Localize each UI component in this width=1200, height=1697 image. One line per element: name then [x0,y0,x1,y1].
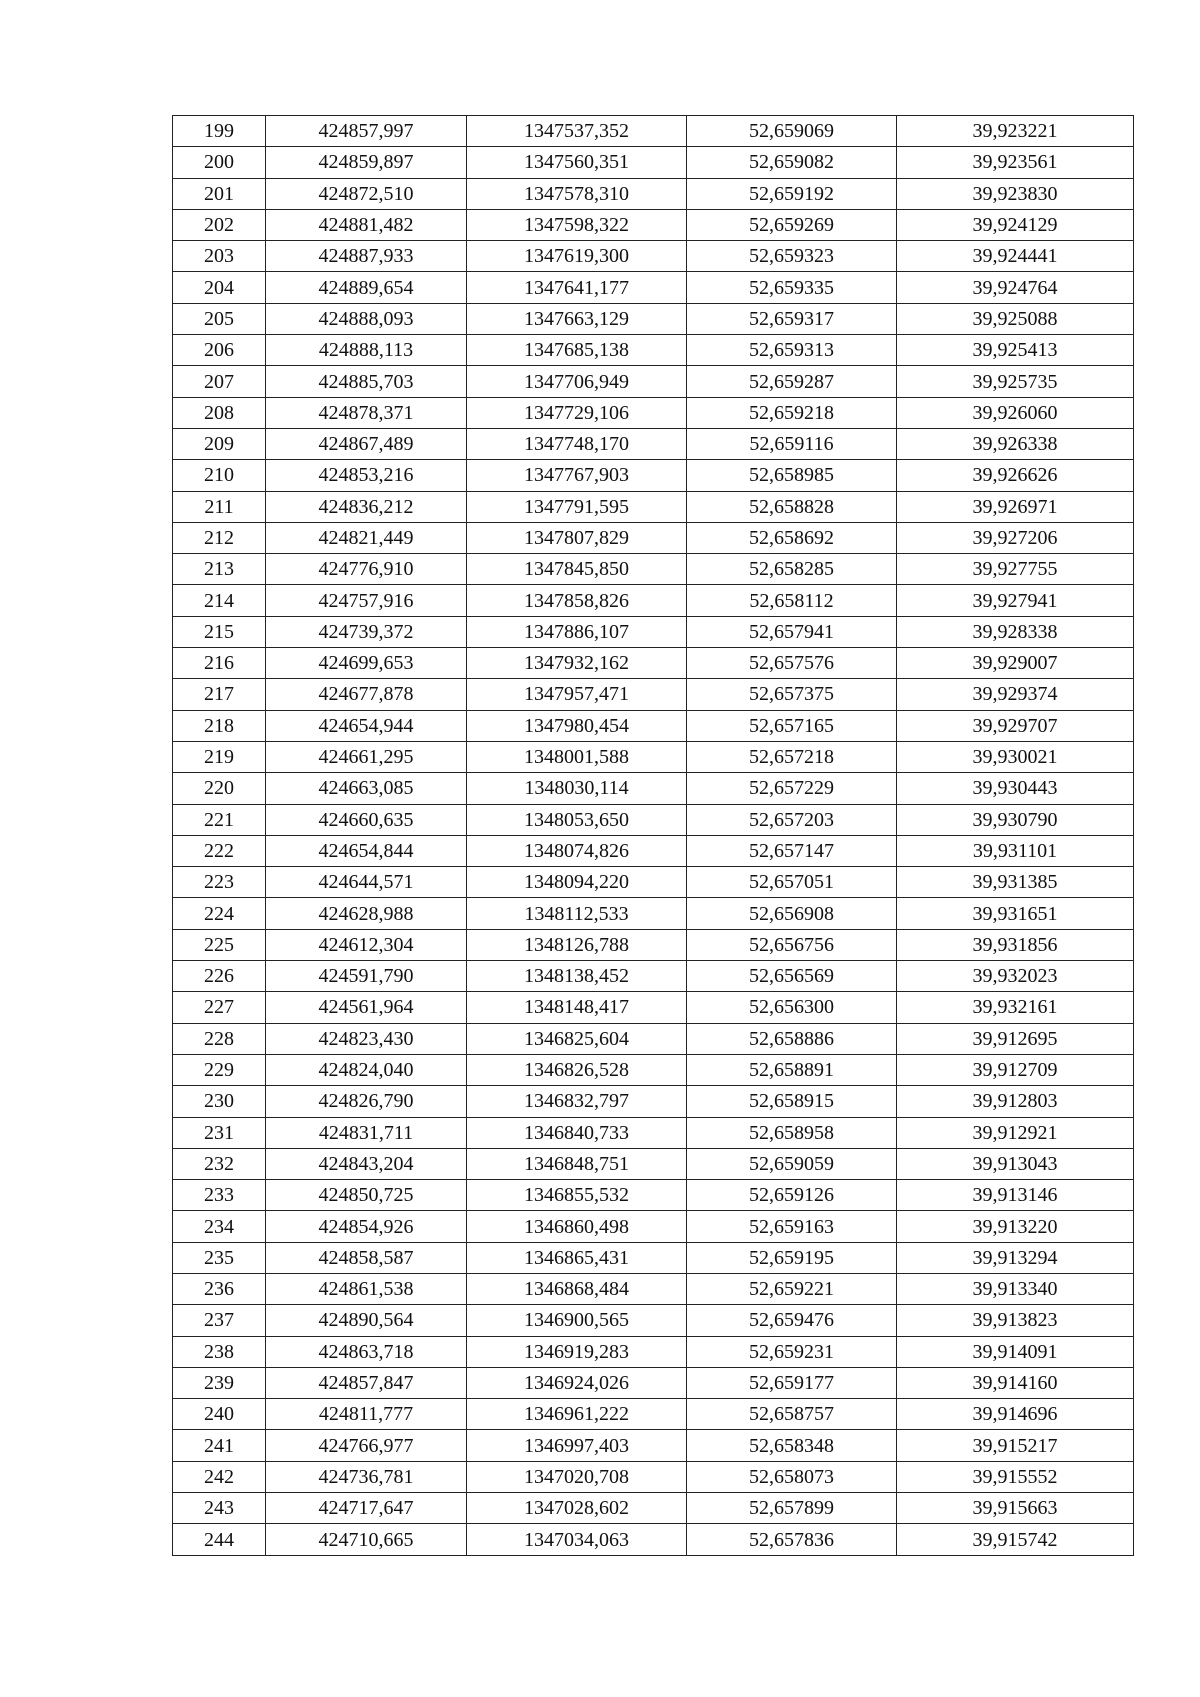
x-coordinate-cell: 424677,878 [266,679,467,710]
y-coordinate-cell: 1346997,403 [467,1430,687,1461]
point-number-cell: 215 [173,616,266,647]
longitude-cell: 39,926060 [897,397,1134,428]
x-coordinate-cell: 424821,449 [266,522,467,553]
x-coordinate-cell: 424890,564 [266,1305,467,1336]
point-number-cell: 243 [173,1493,266,1524]
table-row [173,491,1134,522]
x-coordinate-cell: 424661,295 [266,741,467,772]
x-coordinate-cell: 424826,790 [266,1086,467,1117]
longitude-cell: 39,912921 [897,1117,1134,1148]
point-number-cell: 219 [173,741,266,772]
point-number-cell: 242 [173,1461,266,1492]
longitude-cell: 39,923561 [897,147,1134,178]
table-row [173,1117,1134,1148]
y-coordinate-cell: 1348074,826 [467,835,687,866]
latitude-cell: 52,656908 [687,898,897,929]
table-row [173,116,1134,147]
y-coordinate-cell: 1347791,595 [467,491,687,522]
longitude-cell: 39,915217 [897,1430,1134,1461]
x-coordinate-cell: 424736,781 [266,1461,467,1492]
point-number-cell: 227 [173,992,266,1023]
longitude-cell: 39,930021 [897,741,1134,772]
table-row [173,1305,1134,1336]
latitude-cell: 52,658112 [687,585,897,616]
point-number-cell: 208 [173,397,266,428]
longitude-cell: 39,913146 [897,1180,1134,1211]
x-coordinate-cell: 424660,635 [266,804,467,835]
x-coordinate-cell: 424857,847 [266,1367,467,1398]
y-coordinate-cell: 1348001,588 [467,741,687,772]
point-number-cell: 199 [173,116,266,147]
point-number-cell: 235 [173,1242,266,1273]
latitude-cell: 52,658915 [687,1086,897,1117]
point-number-cell: 237 [173,1305,266,1336]
point-number-cell: 238 [173,1336,266,1367]
point-number-cell: 221 [173,804,266,835]
x-coordinate-cell: 424859,897 [266,147,467,178]
x-coordinate-cell: 424850,725 [266,1180,467,1211]
latitude-cell: 52,658886 [687,1023,897,1054]
table-row [173,961,1134,992]
point-number-cell: 214 [173,585,266,616]
table-row [173,303,1134,334]
longitude-cell: 39,927206 [897,522,1134,553]
longitude-cell: 39,913043 [897,1148,1134,1179]
table-row [173,1461,1134,1492]
y-coordinate-cell: 1347957,471 [467,679,687,710]
latitude-cell: 52,656756 [687,929,897,960]
table-row [173,1367,1134,1398]
x-coordinate-cell: 424644,571 [266,867,467,898]
x-coordinate-cell: 424654,944 [266,710,467,741]
longitude-cell: 39,923830 [897,178,1134,209]
latitude-cell: 52,659317 [687,303,897,334]
table-row [173,272,1134,303]
latitude-cell: 52,658348 [687,1430,897,1461]
table-row [173,804,1134,835]
longitude-cell: 39,913340 [897,1273,1134,1304]
y-coordinate-cell: 1347886,107 [467,616,687,647]
point-number-cell: 233 [173,1180,266,1211]
y-coordinate-cell: 1346860,498 [467,1211,687,1242]
latitude-cell: 52,659218 [687,397,897,428]
point-number-cell: 225 [173,929,266,960]
x-coordinate-cell: 424717,647 [266,1493,467,1524]
table-row [173,1242,1134,1273]
longitude-cell: 39,926626 [897,460,1134,491]
x-coordinate-cell: 424811,777 [266,1399,467,1430]
table-row [173,1399,1134,1430]
latitude-cell: 52,657576 [687,648,897,679]
longitude-cell: 39,925735 [897,366,1134,397]
longitude-cell: 39,924441 [897,241,1134,272]
x-coordinate-cell: 424654,844 [266,835,467,866]
table-row [173,554,1134,585]
x-coordinate-cell: 424867,489 [266,428,467,459]
point-number-cell: 239 [173,1367,266,1398]
latitude-cell: 52,659231 [687,1336,897,1367]
latitude-cell: 52,658073 [687,1461,897,1492]
y-coordinate-cell: 1347641,177 [467,272,687,303]
y-coordinate-cell: 1347858,826 [467,585,687,616]
table-row [173,1336,1134,1367]
point-number-cell: 224 [173,898,266,929]
x-coordinate-cell: 424885,703 [266,366,467,397]
longitude-cell: 39,925088 [897,303,1134,334]
y-coordinate-cell: 1348030,114 [467,773,687,804]
table-row [173,1273,1134,1304]
table-row [173,992,1134,1023]
point-number-cell: 220 [173,773,266,804]
table-row [173,835,1134,866]
x-coordinate-cell: 424854,926 [266,1211,467,1242]
longitude-cell: 39,924129 [897,209,1134,240]
latitude-cell: 52,659069 [687,116,897,147]
latitude-cell: 52,658692 [687,522,897,553]
point-number-cell: 228 [173,1023,266,1054]
y-coordinate-cell: 1347729,106 [467,397,687,428]
y-coordinate-cell: 1346900,565 [467,1305,687,1336]
table-row [173,710,1134,741]
longitude-cell: 39,929374 [897,679,1134,710]
point-number-cell: 218 [173,710,266,741]
point-number-cell: 230 [173,1086,266,1117]
y-coordinate-cell: 1347598,322 [467,209,687,240]
table-row [173,428,1134,459]
y-coordinate-cell: 1346826,528 [467,1054,687,1085]
table-row [173,397,1134,428]
latitude-cell: 52,659323 [687,241,897,272]
longitude-cell: 39,913823 [897,1305,1134,1336]
y-coordinate-cell: 1347706,949 [467,366,687,397]
longitude-cell: 39,923221 [897,116,1134,147]
y-coordinate-cell: 1346865,431 [467,1242,687,1273]
x-coordinate-cell: 424853,216 [266,460,467,491]
y-coordinate-cell: 1348138,452 [467,961,687,992]
longitude-cell: 39,926971 [897,491,1134,522]
point-number-cell: 234 [173,1211,266,1242]
y-coordinate-cell: 1347619,300 [467,241,687,272]
x-coordinate-cell: 424881,482 [266,209,467,240]
latitude-cell: 52,657218 [687,741,897,772]
x-coordinate-cell: 424887,933 [266,241,467,272]
table-row [173,648,1134,679]
table-row [173,741,1134,772]
y-coordinate-cell: 1346825,604 [467,1023,687,1054]
y-coordinate-cell: 1348112,533 [467,898,687,929]
table-row [173,773,1134,804]
y-coordinate-cell: 1347807,829 [467,522,687,553]
longitude-cell: 39,927755 [897,554,1134,585]
latitude-cell: 52,659192 [687,178,897,209]
longitude-cell: 39,925413 [897,335,1134,366]
latitude-cell: 52,659059 [687,1148,897,1179]
y-coordinate-cell: 1347980,454 [467,710,687,741]
longitude-cell: 39,915552 [897,1461,1134,1492]
point-number-cell: 236 [173,1273,266,1304]
longitude-cell: 39,913294 [897,1242,1134,1273]
table-row [173,1054,1134,1085]
y-coordinate-cell: 1347034,063 [467,1524,687,1555]
table-row [173,1524,1134,1555]
longitude-cell: 39,929007 [897,648,1134,679]
latitude-cell: 52,659177 [687,1367,897,1398]
latitude-cell: 52,657147 [687,835,897,866]
longitude-cell: 39,929707 [897,710,1134,741]
x-coordinate-cell: 424888,093 [266,303,467,334]
latitude-cell: 52,658757 [687,1399,897,1430]
longitude-cell: 39,931101 [897,835,1134,866]
x-coordinate-cell: 424824,040 [266,1054,467,1085]
point-number-cell: 207 [173,366,266,397]
point-number-cell: 222 [173,835,266,866]
table-row [173,1086,1134,1117]
point-number-cell: 229 [173,1054,266,1085]
x-coordinate-cell: 424739,372 [266,616,467,647]
latitude-cell: 52,659195 [687,1242,897,1273]
table-row [173,209,1134,240]
latitude-cell: 52,658891 [687,1054,897,1085]
latitude-cell: 52,659221 [687,1273,897,1304]
x-coordinate-cell: 424561,964 [266,992,467,1023]
longitude-cell: 39,931385 [897,867,1134,898]
longitude-cell: 39,915663 [897,1493,1134,1524]
x-coordinate-cell: 424628,988 [266,898,467,929]
longitude-cell: 39,914696 [897,1399,1134,1430]
longitude-cell: 39,930443 [897,773,1134,804]
table-row [173,1023,1134,1054]
x-coordinate-cell: 424776,910 [266,554,467,585]
point-number-cell: 212 [173,522,266,553]
table-row [173,147,1134,178]
x-coordinate-cell: 424612,304 [266,929,467,960]
point-number-cell: 216 [173,648,266,679]
table-row [173,679,1134,710]
longitude-cell: 39,927941 [897,585,1134,616]
point-number-cell: 244 [173,1524,266,1555]
point-number-cell: 217 [173,679,266,710]
latitude-cell: 52,659476 [687,1305,897,1336]
y-coordinate-cell: 1348053,650 [467,804,687,835]
latitude-cell: 52,657941 [687,616,897,647]
point-number-cell: 232 [173,1148,266,1179]
x-coordinate-cell: 424888,113 [266,335,467,366]
x-coordinate-cell: 424591,790 [266,961,467,992]
longitude-cell: 39,932023 [897,961,1134,992]
latitude-cell: 52,658828 [687,491,897,522]
latitude-cell: 52,659163 [687,1211,897,1242]
latitude-cell: 52,659269 [687,209,897,240]
longitude-cell: 39,913220 [897,1211,1134,1242]
y-coordinate-cell: 1348094,220 [467,867,687,898]
point-number-cell: 201 [173,178,266,209]
y-coordinate-cell: 1346832,797 [467,1086,687,1117]
point-number-cell: 211 [173,491,266,522]
latitude-cell: 52,657229 [687,773,897,804]
latitude-cell: 52,658958 [687,1117,897,1148]
latitude-cell: 52,658985 [687,460,897,491]
x-coordinate-cell: 424878,371 [266,397,467,428]
y-coordinate-cell: 1346919,283 [467,1336,687,1367]
y-coordinate-cell: 1346961,222 [467,1399,687,1430]
point-number-cell: 206 [173,335,266,366]
latitude-cell: 52,659116 [687,428,897,459]
x-coordinate-cell: 424872,510 [266,178,467,209]
x-coordinate-cell: 424836,212 [266,491,467,522]
point-number-cell: 202 [173,209,266,240]
longitude-cell: 39,931651 [897,898,1134,929]
y-coordinate-cell: 1346848,751 [467,1148,687,1179]
y-coordinate-cell: 1346868,484 [467,1273,687,1304]
y-coordinate-cell: 1348126,788 [467,929,687,960]
point-number-cell: 203 [173,241,266,272]
point-number-cell: 205 [173,303,266,334]
table-row [173,178,1134,209]
latitude-cell: 52,656569 [687,961,897,992]
y-coordinate-cell: 1347020,708 [467,1461,687,1492]
y-coordinate-cell: 1347028,602 [467,1493,687,1524]
x-coordinate-cell: 424757,916 [266,585,467,616]
y-coordinate-cell: 1347663,129 [467,303,687,334]
latitude-cell: 52,659082 [687,147,897,178]
x-coordinate-cell: 424843,204 [266,1148,467,1179]
table-row [173,1211,1134,1242]
table-row [173,616,1134,647]
x-coordinate-cell: 424710,665 [266,1524,467,1555]
latitude-cell: 52,659126 [687,1180,897,1211]
y-coordinate-cell: 1347767,903 [467,460,687,491]
longitude-cell: 39,915742 [897,1524,1134,1555]
point-number-cell: 241 [173,1430,266,1461]
x-coordinate-cell: 424857,997 [266,116,467,147]
longitude-cell: 39,926338 [897,428,1134,459]
longitude-cell: 39,924764 [897,272,1134,303]
x-coordinate-cell: 424863,718 [266,1336,467,1367]
y-coordinate-cell: 1347932,162 [467,648,687,679]
y-coordinate-cell: 1347845,850 [467,554,687,585]
latitude-cell: 52,657375 [687,679,897,710]
table-row [173,1180,1134,1211]
point-number-cell: 213 [173,554,266,585]
latitude-cell: 52,658285 [687,554,897,585]
table-row [173,241,1134,272]
longitude-cell: 39,914160 [897,1367,1134,1398]
latitude-cell: 52,656300 [687,992,897,1023]
y-coordinate-cell: 1347748,170 [467,428,687,459]
latitude-cell: 52,659287 [687,366,897,397]
table-row [173,929,1134,960]
table-row [173,1148,1134,1179]
table-row [173,366,1134,397]
latitude-cell: 52,657836 [687,1524,897,1555]
y-coordinate-cell: 1347560,351 [467,147,687,178]
table-row [173,335,1134,366]
table-row [173,460,1134,491]
y-coordinate-cell: 1348148,417 [467,992,687,1023]
x-coordinate-cell: 424861,538 [266,1273,467,1304]
table-row [173,585,1134,616]
longitude-cell: 39,928338 [897,616,1134,647]
point-number-cell: 204 [173,272,266,303]
y-coordinate-cell: 1347685,138 [467,335,687,366]
x-coordinate-cell: 424858,587 [266,1242,467,1273]
x-coordinate-cell: 424831,711 [266,1117,467,1148]
y-coordinate-cell: 1347537,352 [467,116,687,147]
table-row [173,867,1134,898]
point-number-cell: 209 [173,428,266,459]
y-coordinate-cell: 1346840,733 [467,1117,687,1148]
table-row [173,522,1134,553]
coordinates-table-body [173,116,1134,1556]
coordinates-table [172,115,1134,1556]
y-coordinate-cell: 1347578,310 [467,178,687,209]
longitude-cell: 39,914091 [897,1336,1134,1367]
x-coordinate-cell: 424889,654 [266,272,467,303]
longitude-cell: 39,932161 [897,992,1134,1023]
latitude-cell: 52,657051 [687,867,897,898]
point-number-cell: 226 [173,961,266,992]
point-number-cell: 240 [173,1399,266,1430]
table-row [173,1493,1134,1524]
table-row [173,898,1134,929]
point-number-cell: 210 [173,460,266,491]
longitude-cell: 39,912695 [897,1023,1134,1054]
point-number-cell: 200 [173,147,266,178]
longitude-cell: 39,912709 [897,1054,1134,1085]
latitude-cell: 52,659335 [687,272,897,303]
y-coordinate-cell: 1346924,026 [467,1367,687,1398]
x-coordinate-cell: 424663,085 [266,773,467,804]
point-number-cell: 223 [173,867,266,898]
x-coordinate-cell: 424823,430 [266,1023,467,1054]
point-number-cell: 231 [173,1117,266,1148]
x-coordinate-cell: 424766,977 [266,1430,467,1461]
latitude-cell: 52,657203 [687,804,897,835]
y-coordinate-cell: 1346855,532 [467,1180,687,1211]
x-coordinate-cell: 424699,653 [266,648,467,679]
longitude-cell: 39,931856 [897,929,1134,960]
longitude-cell: 39,930790 [897,804,1134,835]
longitude-cell: 39,912803 [897,1086,1134,1117]
table-row [173,1430,1134,1461]
latitude-cell: 52,657899 [687,1493,897,1524]
latitude-cell: 52,657165 [687,710,897,741]
latitude-cell: 52,659313 [687,335,897,366]
